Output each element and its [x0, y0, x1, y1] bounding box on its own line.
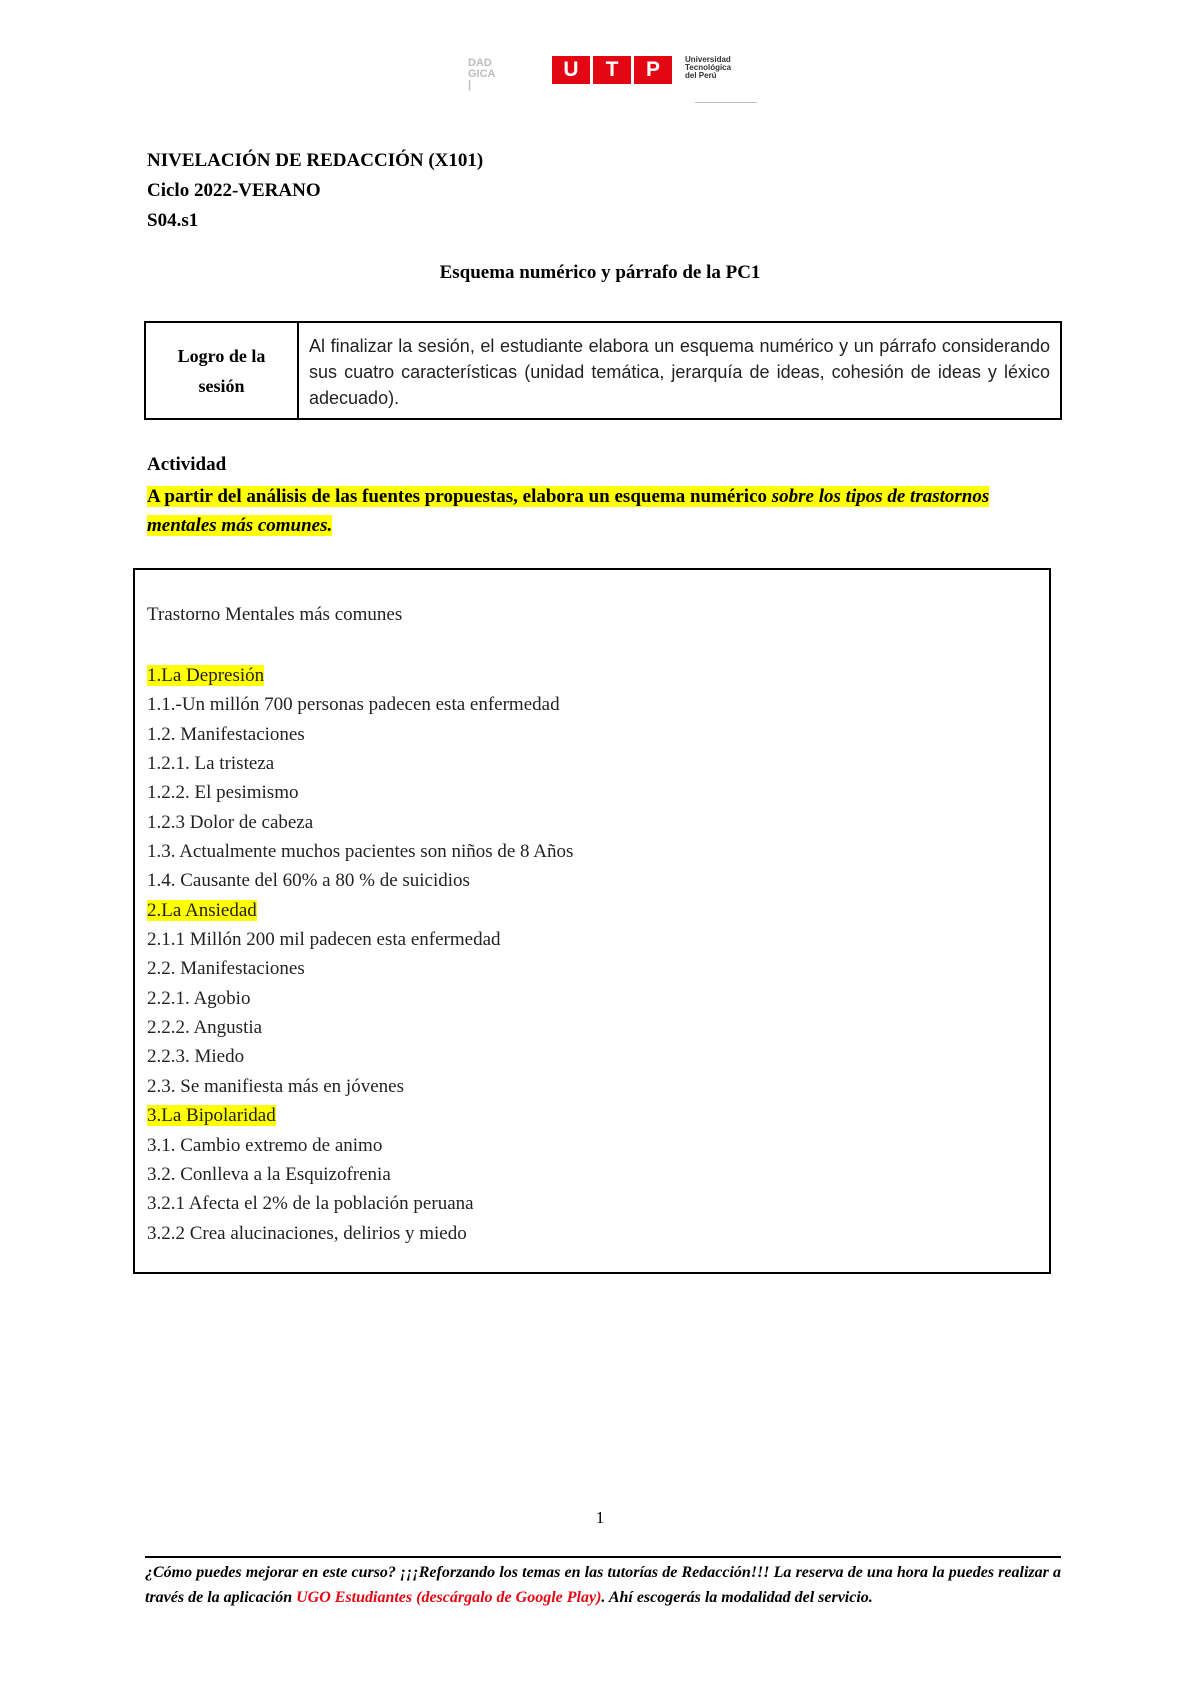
utp-letter: P	[634, 56, 672, 84]
footer-text-after: . Ahí escogerás la modalidad del servicio.	[601, 1589, 873, 1606]
esquema-item	[147, 837, 573, 866]
esquema-item-text: 3.2. Conlleva a la Esquizofrenia	[147, 1163, 391, 1185]
esquema-item-text: 2.2. Manifestaciones	[147, 958, 305, 980]
esquema-item	[147, 1013, 573, 1042]
dad-logo-line: DAD	[468, 57, 492, 69]
esquema-item-text: 2.La Ansiedad	[147, 899, 257, 921]
esquema-item	[147, 778, 573, 807]
esquema-item-text: 1.4. Causante del 60% a 80 % de suicidios	[147, 870, 470, 892]
esquema-item-text: 1.2.2. El pesimismo	[147, 782, 299, 804]
utp-logo	[552, 56, 675, 84]
instruction-bold: A partir del análisis de las fuentes propuestas, elabora un esquema numérico	[147, 486, 772, 507]
esquema-item	[147, 720, 573, 749]
esquema-item	[147, 1072, 573, 1101]
esquema-box	[133, 568, 1051, 1274]
esquema-item	[147, 1160, 573, 1189]
esquema-item	[147, 1042, 573, 1071]
esquema-item-text: 2.2.1. Agobio	[147, 987, 251, 1009]
esquema-item-text: 2.1.1 Millón 200 mil padecen esta enfermedad	[147, 929, 501, 951]
esquema-section	[147, 1101, 573, 1130]
logro-table	[144, 321, 1062, 420]
utp-letter: U	[552, 56, 590, 84]
esquema-list	[147, 661, 573, 1248]
esquema-item	[147, 1131, 573, 1160]
esquema-item-text: 2.2.3. Miedo	[147, 1046, 245, 1068]
footer-text	[145, 1560, 1061, 1610]
esquema-item	[147, 749, 573, 778]
esquema-item	[147, 954, 573, 983]
utp-name-line: Universidad	[685, 55, 731, 64]
esquema-item	[147, 925, 573, 954]
page-number: 1	[595, 1508, 605, 1527]
esquema-item-text: 3.2.2 Crea alucinaciones, delirios y miedo	[147, 1222, 467, 1244]
utp-name-line: del Perú	[685, 71, 717, 80]
header-logos	[460, 50, 780, 110]
esquema-item-text: 2.2.2. Angustia	[147, 1017, 263, 1039]
logo-underline	[695, 102, 757, 103]
footer-text-before: ¿Cómo puedes mejorar en este curso? ¡¡¡Reforzando los temas en las tutorías de Redacción!!! La reserva de una hora la puedes realizar a través de la aplicación	[145, 1564, 1061, 1606]
course-session: S04.s1	[147, 210, 199, 231]
esquema-item	[147, 1219, 573, 1248]
logro-text: Al finalizar la sesión, el estudiante elabora un esquema numérico y un párrafo considerando sus cuatro características (unidad temática, jerarquía de ideas, cohesión de ideas y léxico adecuado).	[309, 336, 1050, 408]
esquema-item-text: 1.1.-Un millón 700 personas padecen esta enfermedad	[147, 694, 560, 716]
esquema-item-text: 3.2.1 Afecta el 2% de la población peruana	[147, 1193, 474, 1215]
esquema-item-text: 2.3. Se manifiesta más en jóvenes	[147, 1075, 404, 1097]
esquema-item-text: 3.La Bipolaridad	[147, 1105, 276, 1127]
logro-label: Logro de la sesión	[146, 323, 299, 418]
esquema-item-text: 1.2. Manifestaciones	[147, 723, 305, 745]
course-heading	[147, 146, 483, 236]
esquema-item	[147, 1189, 573, 1218]
footer-app-link[interactable]: UGO Estudiantes (descárgalo de Google Play)	[296, 1589, 602, 1606]
dad-logo	[468, 58, 518, 91]
dad-logo-line: |	[468, 79, 472, 91]
course-cycle: Ciclo 2022-VERANO	[147, 180, 321, 201]
actividad-title: Actividad	[147, 454, 227, 475]
esquema-item	[147, 690, 573, 719]
esquema-section	[147, 661, 573, 690]
dad-logo-line: GICA	[468, 68, 496, 80]
esquema-title: Trastorno Mentales más comunes	[147, 604, 403, 625]
utp-letter: T	[593, 56, 631, 84]
footer-rule	[145, 1556, 1061, 1558]
esquema-item-text: 1.2.1. La tristeza	[147, 753, 275, 775]
esquema-item	[147, 808, 573, 837]
esquema-item-text: 1.La Depresión	[147, 665, 265, 686]
instruction-italic: sobre los tipos de trastornos mentales más comunes.	[147, 486, 990, 536]
utp-name-line: Tecnológica	[685, 63, 732, 72]
esquema-item-text: 1.2.3 Dolor de cabeza	[147, 811, 314, 833]
esquema-item-text: 3.1. Cambio extremo de animo	[147, 1134, 383, 1156]
esquema-item	[147, 984, 573, 1013]
esquema-item	[147, 866, 573, 895]
esquema-item-text: 1.3. Actualmente muchos pacientes son niños de 8 Años	[147, 841, 574, 863]
course-name: NIVELACIÓN DE REDACCIÓN (X101)	[147, 150, 484, 171]
utp-university-name	[685, 56, 755, 80]
actividad-instruction	[147, 482, 1063, 540]
document-title: Esquema numérico y párrafo de la PC1	[439, 262, 761, 283]
esquema-section	[147, 896, 573, 925]
